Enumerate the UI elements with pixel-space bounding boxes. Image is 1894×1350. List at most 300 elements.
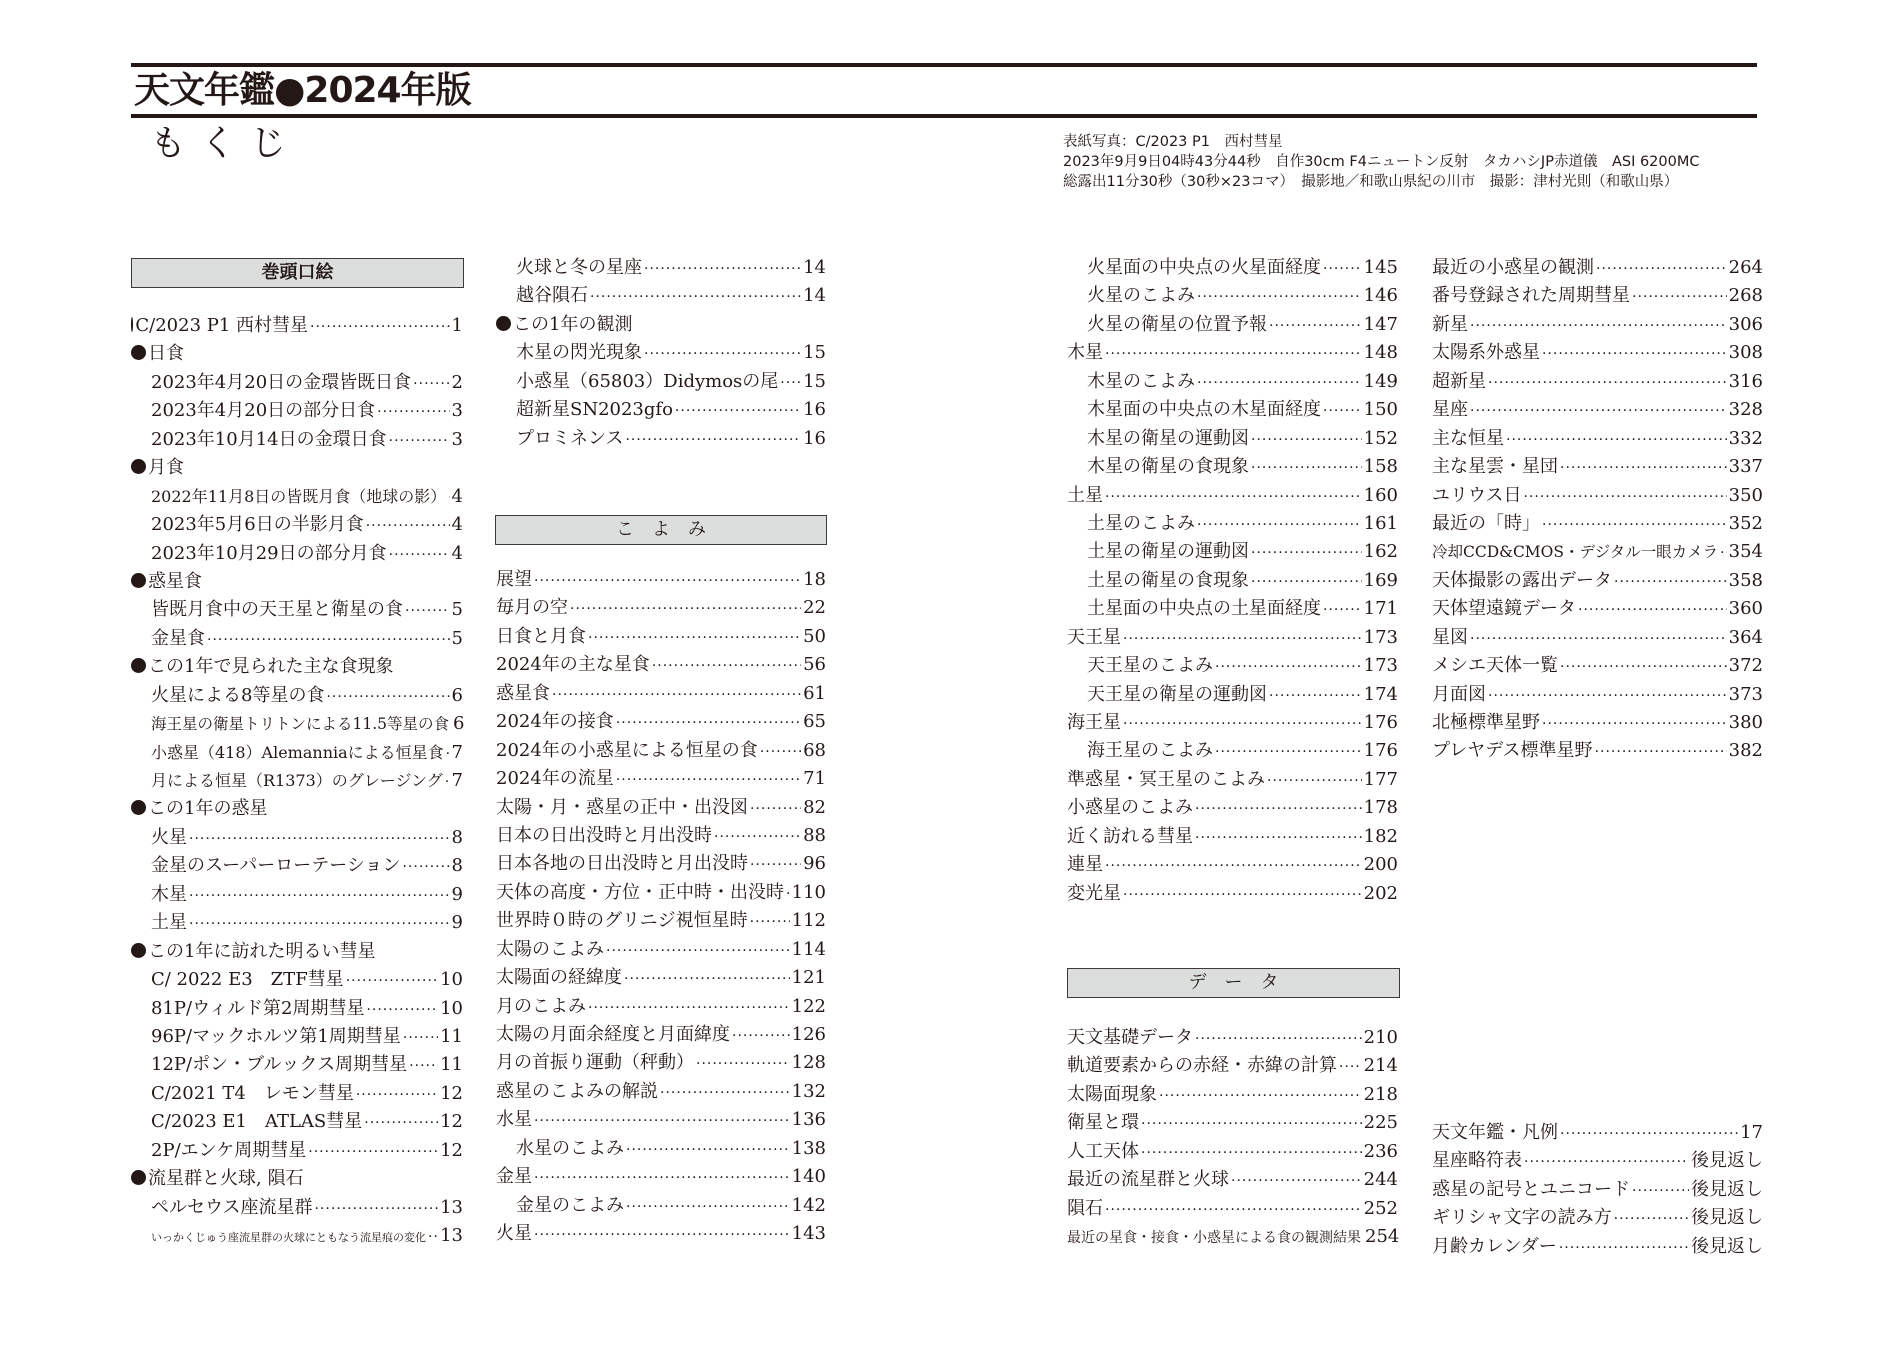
toc-entry-title xyxy=(131,682,324,710)
toc-entry[interactable] xyxy=(1067,396,1398,424)
toc-entry-title xyxy=(1067,567,1249,595)
toc-page-number: 176 xyxy=(1363,712,1398,733)
toc-entry-title xyxy=(1432,396,1468,424)
toc-entry[interactable] xyxy=(1067,425,1398,453)
toc-entry[interactable] xyxy=(496,708,826,736)
toc-entry[interactable] xyxy=(496,425,826,453)
toc-entry[interactable] xyxy=(1067,510,1398,538)
toc-entry-label: 96P/マックホルツ第1周期彗星 xyxy=(151,1025,401,1047)
toc-entry-title xyxy=(1432,282,1630,310)
bullet-icon xyxy=(131,1170,146,1185)
toc-page-number: 22 xyxy=(803,597,826,619)
toc-entry-label: 番号登録された周期彗星 xyxy=(1432,285,1630,307)
cover-caption-line: 2023年9月9日04時43分44秒 自作30cm F4ニュートン反射 タカハシJP赤道儀 ASI 6200MC xyxy=(1063,154,1700,170)
toc-group-heading[interactable] xyxy=(131,454,463,482)
toc-entry-label: 太陽面現象 xyxy=(1067,1083,1157,1105)
toc-entry[interactable] xyxy=(131,1137,463,1165)
toc-entry-title xyxy=(496,1192,624,1220)
toc-entry-title xyxy=(1067,1138,1139,1166)
toc-entry[interactable] xyxy=(1067,737,1398,765)
toc-entry-label: 世界時０時のグリニジ視恒星時 xyxy=(496,910,748,932)
toc-entry[interactable] xyxy=(1067,652,1398,680)
toc-entry-title xyxy=(1067,339,1103,367)
toc-entry[interactable] xyxy=(1067,254,1398,282)
toc-page-number: 182 xyxy=(1363,825,1398,847)
toc-entry[interactable] xyxy=(1432,510,1763,538)
toc-entry[interactable] xyxy=(496,594,826,622)
toc-entry[interactable] xyxy=(1067,709,1398,737)
toc-entry-label: 準惑星・冥王星のこよみ xyxy=(1067,768,1265,790)
header-bottom-rule xyxy=(131,114,1757,118)
toc-page-number: 4 xyxy=(451,485,463,507)
toc-entry[interactable] xyxy=(1432,1176,1763,1204)
toc-entry[interactable] xyxy=(496,1049,826,1077)
toc-entry-label: 土星面の中央点の土星面経度 xyxy=(1087,598,1321,620)
dot-leader xyxy=(409,1052,438,1080)
toc-entry[interactable] xyxy=(496,1078,826,1106)
toc-page-number: 152 xyxy=(1363,427,1398,449)
toc-entry[interactable] xyxy=(1067,1138,1398,1166)
toc-entry-title xyxy=(131,625,205,653)
toc-entry[interactable] xyxy=(1432,1119,1763,1147)
toc-entry[interactable] xyxy=(1432,396,1763,424)
toc-entry[interactable] xyxy=(1432,624,1763,652)
dot-leader xyxy=(1339,1053,1362,1081)
toc-entry-label: 金星のこよみ xyxy=(516,1194,624,1216)
toc-entry-label: 金星 xyxy=(496,1166,532,1188)
toc-entry[interactable] xyxy=(131,1023,463,1051)
dot-leader xyxy=(1614,1205,1689,1233)
toc-page-number: 110 xyxy=(791,881,826,903)
toc-page-number: 50 xyxy=(803,625,826,647)
dot-leader xyxy=(1560,653,1727,681)
toc-page-number: 337 xyxy=(1728,456,1763,478)
toc-entry[interactable] xyxy=(131,540,463,568)
toc-entry-label: 天体望遠鏡データ xyxy=(1432,598,1576,620)
toc-page-number: 4 xyxy=(451,514,463,536)
toc-entry-label: 太陽面の経緯度 xyxy=(496,967,622,989)
toc-column-ephemeris-cont xyxy=(1067,254,1398,908)
toc-column-data xyxy=(1067,1024,1398,1252)
toc-entry-label: 惑星の記号とユニコード xyxy=(1432,1178,1630,1200)
toc-entry[interactable] xyxy=(1067,567,1398,595)
toc-page-number: 214 xyxy=(1363,1055,1398,1077)
dot-leader xyxy=(570,595,801,623)
toc-page-number: 16 xyxy=(803,399,826,421)
dot-leader xyxy=(626,1193,790,1221)
toc-entry[interactable] xyxy=(1067,1109,1398,1137)
toc-entry[interactable] xyxy=(131,625,463,653)
toc-entry-label: 天王星の衛星の運動図 xyxy=(1087,683,1267,705)
toc-entry[interactable] xyxy=(1432,453,1763,481)
toc-entry[interactable] xyxy=(496,879,826,907)
toc-entry[interactable] xyxy=(1432,339,1763,367)
toc-entry-label: 星座略符表 xyxy=(1432,1150,1522,1172)
toc-entry-label: 天体撮影の露出データ xyxy=(1432,569,1612,591)
toc-entry[interactable] xyxy=(1067,1081,1398,1109)
dot-leader xyxy=(448,484,449,512)
dot-leader xyxy=(1197,369,1362,397)
toc-column-data-cont xyxy=(1432,254,1763,766)
toc-entry-title xyxy=(496,1220,532,1248)
toc-entry-label: 小惑星のこよみ xyxy=(1067,797,1193,819)
toc-entry[interactable] xyxy=(496,822,826,850)
toc-entry-title xyxy=(131,540,387,568)
toc-entry[interactable] xyxy=(1432,254,1763,282)
toc-entry[interactable] xyxy=(1432,368,1763,396)
toc-entry[interactable] xyxy=(1067,880,1398,908)
toc-page-number: 173 xyxy=(1363,626,1398,648)
dot-leader xyxy=(428,1223,438,1251)
toc-entry[interactable] xyxy=(131,710,463,738)
toc-page-number: 150 xyxy=(1363,399,1398,421)
toc-entry[interactable] xyxy=(496,623,826,651)
toc-entry[interactable] xyxy=(496,993,826,1021)
toc-entry-label: 小惑星（65803）Didymosの尾 xyxy=(516,370,779,392)
dot-leader xyxy=(652,652,801,680)
toc-entry-label: 木星面の中央点の木星面経度 xyxy=(1087,399,1321,421)
toc-entry-label: 変光星 xyxy=(1067,882,1121,904)
toc-entry-title xyxy=(496,765,614,793)
toc-entry[interactable] xyxy=(131,596,463,624)
dot-leader xyxy=(625,426,801,454)
toc-entry[interactable] xyxy=(496,396,826,424)
toc-page-number: 12 xyxy=(440,1082,463,1104)
toc-entry-label: 火星のこよみ xyxy=(1087,285,1195,307)
toc-entry-title xyxy=(131,1051,407,1079)
dot-leader xyxy=(356,1081,438,1109)
toc-entry[interactable] xyxy=(131,511,463,539)
dot-leader xyxy=(1251,454,1362,482)
toc-entry-label: 毎月の空 xyxy=(496,597,568,619)
toc-entry[interactable] xyxy=(496,651,826,679)
toc-entry-label: 2024年の小惑星による恒星の食 xyxy=(496,739,758,761)
toc-entry[interactable] xyxy=(1432,595,1763,623)
toc-page-number: 112 xyxy=(791,910,826,932)
toc-entry-title xyxy=(1432,1176,1630,1204)
toc-entry[interactable] xyxy=(131,682,463,710)
dot-leader xyxy=(405,597,450,625)
toc-entry[interactable] xyxy=(1067,794,1398,822)
toc-page-number: 13 xyxy=(440,1196,463,1218)
toc-page-number: 372 xyxy=(1728,655,1763,677)
toc-entry[interactable] xyxy=(1067,311,1398,339)
toc-page-number: 264 xyxy=(1728,257,1763,278)
toc-page-number: 11 xyxy=(440,1054,463,1076)
toc-entry-label: 土星の衛星の運動図 xyxy=(1087,541,1249,563)
toc-entry[interactable] xyxy=(1432,425,1763,453)
toc-page-number: 114 xyxy=(791,938,826,960)
toc-page-number: 12 xyxy=(440,1139,463,1161)
dot-leader xyxy=(1578,596,1727,624)
toc-entry-label: C/ 2022 E3 ZTF彗星 xyxy=(151,969,344,991)
dot-leader xyxy=(1215,738,1362,766)
dot-leader xyxy=(644,340,801,368)
toc-entry[interactable] xyxy=(131,1222,463,1250)
toc-entry-title xyxy=(1432,1119,1558,1147)
toc-entry-label: 2024年の主な星食 xyxy=(496,654,650,676)
toc-page-number: 5 xyxy=(451,599,463,621)
dot-leader xyxy=(626,1136,790,1164)
toc-entry[interactable] xyxy=(131,909,463,937)
toc-entry[interactable] xyxy=(1067,538,1398,566)
toc-entry-title xyxy=(1432,567,1612,595)
toc-entry[interactable] xyxy=(1067,766,1398,794)
toc-entry[interactable] xyxy=(131,1051,463,1079)
toc-page-number: 268 xyxy=(1728,285,1763,307)
dot-leader xyxy=(534,1164,790,1192)
dot-leader xyxy=(189,882,450,910)
toc-entry[interactable] xyxy=(1067,368,1398,396)
toc-entry[interactable] xyxy=(1432,1233,1763,1261)
bullet-icon xyxy=(131,345,146,360)
book-title: 天文年鑑●2024年版 xyxy=(134,70,471,111)
toc-page-number: 68 xyxy=(803,739,826,761)
dot-leader xyxy=(1323,596,1362,624)
toc-entry-title xyxy=(496,1106,532,1134)
toc-page-number: 149 xyxy=(1363,370,1398,392)
toc-page-number: 11 xyxy=(440,1025,463,1047)
toc-entry-label: 流星群と火球, 隕石 xyxy=(148,1168,304,1190)
toc-page-number: 169 xyxy=(1363,569,1398,591)
toc-entry[interactable] xyxy=(1067,823,1398,851)
toc-page-number: 6 xyxy=(453,713,465,735)
toc-entry[interactable] xyxy=(496,1220,826,1248)
toc-page-number: 82 xyxy=(803,796,826,818)
toc-entry-label: ユリウス日 xyxy=(1432,484,1522,506)
toc-entry[interactable] xyxy=(131,1080,463,1108)
toc-page-number: 148 xyxy=(1363,342,1398,364)
toc-entry-title xyxy=(1432,538,1718,566)
toc-page-number: 3 xyxy=(451,400,463,422)
toc-entry[interactable] xyxy=(1067,339,1398,367)
toc-entry-label: 最近の星食・接食・小惑星による食の観測結果 xyxy=(1067,1230,1361,1247)
dot-leader xyxy=(1470,397,1727,425)
toc-entry-label: 2023年10月29日の部分月食 xyxy=(151,542,387,564)
dot-leader xyxy=(1251,426,1362,454)
toc-entry[interactable] xyxy=(496,282,826,310)
dot-leader xyxy=(1614,568,1727,596)
dot-leader xyxy=(588,994,790,1022)
toc-entry-title xyxy=(131,511,364,539)
dot-leader xyxy=(446,740,450,768)
toc-entry-label: 2022年11月8日の皆既月食（地球の影） xyxy=(151,486,447,506)
toc-page-number: 後見返し xyxy=(1691,1207,1763,1229)
toc-page-number: 200 xyxy=(1363,854,1398,876)
toc-entry[interactable] xyxy=(496,254,826,282)
toc-entry[interactable] xyxy=(1067,1195,1398,1223)
dot-leader xyxy=(750,908,790,936)
toc-page-number: 142 xyxy=(791,1194,826,1216)
toc-entry-label: 惑星食 xyxy=(496,682,550,704)
toc-entry-title xyxy=(1067,880,1121,908)
toc-entry-title xyxy=(496,879,784,907)
toc-entry[interactable] xyxy=(1067,1166,1398,1194)
toc-page-number: 160 xyxy=(1363,484,1398,506)
toc-entry[interactable] xyxy=(1432,652,1763,680)
dot-leader xyxy=(534,567,801,595)
toc-entry[interactable] xyxy=(131,397,463,425)
toc-group-heading[interactable] xyxy=(131,795,463,823)
bullet-icon xyxy=(131,317,133,332)
toc-page-number: 18 xyxy=(803,569,826,590)
dot-leader xyxy=(310,313,450,341)
toc-entry-title xyxy=(496,964,622,992)
toc-page-number: 380 xyxy=(1728,712,1763,733)
toc-entry[interactable] xyxy=(1432,567,1763,595)
toc-group-heading[interactable] xyxy=(131,653,463,681)
toc-entry-title xyxy=(496,651,650,679)
toc-entry[interactable] xyxy=(496,737,826,765)
dot-leader xyxy=(403,1024,438,1052)
toc-entry[interactable] xyxy=(1067,1052,1398,1080)
toc-entry-title xyxy=(496,368,778,396)
toc-entry-title xyxy=(131,1194,312,1222)
toc-entry-label: 日食と月食 xyxy=(496,625,586,647)
toc-entry[interactable] xyxy=(1067,1223,1398,1251)
toc-entry[interactable] xyxy=(496,794,826,822)
toc-entry[interactable] xyxy=(496,368,826,396)
cover-caption-line: 表紙写真：C/2023 P1 西村彗星 xyxy=(1063,134,1283,150)
dot-leader xyxy=(366,512,450,540)
toc-entry[interactable] xyxy=(1432,709,1763,737)
toc-entry[interactable] xyxy=(131,483,463,511)
toc-entry[interactable] xyxy=(1067,624,1398,652)
toc-entry-label: プロミネンス xyxy=(516,427,624,449)
dot-leader xyxy=(534,1221,790,1249)
toc-entry-title xyxy=(1432,1233,1557,1261)
dot-leader xyxy=(696,1050,790,1078)
toc-entry[interactable] xyxy=(131,767,463,795)
toc-entry[interactable] xyxy=(1432,737,1763,765)
toc-entry[interactable] xyxy=(496,850,826,878)
dot-leader xyxy=(189,825,450,853)
toc-entry-label: 太陽のこよみ xyxy=(496,938,604,960)
toc-entry[interactable] xyxy=(131,995,463,1023)
toc-entry[interactable] xyxy=(1067,282,1398,310)
toc-entry[interactable] xyxy=(1432,282,1763,310)
dot-leader xyxy=(1195,795,1362,823)
toc-entry-label: 小惑星（418）Alemanniaによる恒星食 xyxy=(151,742,444,762)
toc-group-heading[interactable] xyxy=(131,312,463,340)
toc-entry[interactable] xyxy=(496,1192,826,1220)
toc-entry[interactable] xyxy=(496,566,826,594)
toc-entry[interactable] xyxy=(1067,681,1398,709)
toc-entry[interactable] xyxy=(131,852,463,880)
toc-entry-label: ペルセウス座流星群 xyxy=(151,1196,313,1218)
dot-leader xyxy=(588,624,801,652)
toc-entry[interactable] xyxy=(1432,1147,1763,1175)
toc-entry-label: 新星 xyxy=(1432,313,1468,335)
toc-page-number: 225 xyxy=(1363,1112,1398,1134)
toc-entry[interactable] xyxy=(496,1106,826,1134)
toc-page-number: 174 xyxy=(1363,683,1398,705)
dot-leader xyxy=(714,823,801,851)
dot-leader xyxy=(1542,511,1727,539)
toc-entry[interactable] xyxy=(1432,538,1763,566)
toc-entry-title xyxy=(1432,453,1558,481)
toc-entry[interactable] xyxy=(131,881,463,909)
toc-page-number: 171 xyxy=(1363,598,1398,620)
toc-entry[interactable] xyxy=(131,1194,463,1222)
toc-group-heading[interactable] xyxy=(131,340,463,368)
toc-page-number: 8 xyxy=(451,826,463,848)
toc-group-heading[interactable] xyxy=(496,311,826,339)
toc-entry-title xyxy=(148,795,267,823)
toc-entry[interactable] xyxy=(1067,453,1398,481)
dot-leader xyxy=(377,398,449,426)
dot-leader xyxy=(1323,255,1362,283)
toc-entry[interactable] xyxy=(1067,595,1398,623)
toc-column-frontispiece-cont xyxy=(496,254,826,453)
toc-entry-label: 月の首振り運動（秤動） xyxy=(496,1052,694,1074)
dot-leader xyxy=(1542,340,1727,368)
toc-entry-label: 天王星 xyxy=(1067,626,1121,648)
toc-entry[interactable] xyxy=(1067,1024,1398,1052)
toc-group-heading[interactable] xyxy=(131,1165,463,1193)
toc-group-heading[interactable] xyxy=(131,568,463,596)
dot-leader xyxy=(189,910,450,938)
toc-page-number: 7 xyxy=(451,770,463,791)
toc-entry[interactable] xyxy=(131,824,463,852)
toc-page-number: 360 xyxy=(1728,598,1763,620)
toc-entry-title xyxy=(1067,851,1103,879)
toc-entry[interactable] xyxy=(496,1021,826,1049)
toc-entry[interactable] xyxy=(496,936,826,964)
toc-entry[interactable] xyxy=(1067,482,1398,510)
dot-leader xyxy=(1141,1110,1362,1138)
dot-leader xyxy=(1105,340,1362,368)
toc-entry-label: C/2023 E1 ATLAS彗星 xyxy=(151,1111,363,1133)
toc-entry[interactable] xyxy=(131,426,463,454)
toc-entry[interactable] xyxy=(1432,681,1763,709)
toc-entry[interactable] xyxy=(496,680,826,708)
toc-entry-title xyxy=(1067,425,1249,453)
toc-entry[interactable] xyxy=(1432,482,1763,510)
toc-entry[interactable] xyxy=(131,1108,463,1136)
toc-page-number: 145 xyxy=(1363,257,1398,278)
toc-entry-label: 火球と冬の星座 xyxy=(516,257,642,278)
toc-entry-title xyxy=(496,623,586,651)
toc-entry-label: 人工天体 xyxy=(1067,1140,1139,1162)
toc-entry[interactable] xyxy=(131,369,463,397)
toc-entry[interactable] xyxy=(496,907,826,935)
toc-entry[interactable] xyxy=(496,765,826,793)
toc-page-number: 178 xyxy=(1363,797,1398,819)
toc-entry-title xyxy=(1067,737,1213,765)
toc-entry[interactable] xyxy=(496,1135,826,1163)
toc-entry[interactable] xyxy=(1432,311,1763,339)
toc-group-heading[interactable] xyxy=(131,938,463,966)
toc-entry-label: 火星 xyxy=(151,826,187,848)
toc-entry-title xyxy=(1432,510,1540,538)
toc-entry[interactable] xyxy=(131,966,463,994)
toc-entry-title xyxy=(1067,1224,1361,1252)
toc-entry-title xyxy=(496,1021,730,1049)
dot-leader xyxy=(1542,710,1727,738)
toc-entry[interactable] xyxy=(1432,1204,1763,1232)
dot-leader xyxy=(750,795,801,823)
bullet-icon xyxy=(131,658,146,673)
dot-leader xyxy=(644,255,801,283)
toc-entry[interactable] xyxy=(1067,851,1398,879)
toc-entry-title xyxy=(135,312,308,340)
toc-entry[interactable] xyxy=(496,1163,826,1191)
toc-entry[interactable] xyxy=(496,964,826,992)
toc-page-number: 177 xyxy=(1363,768,1398,790)
toc-entry[interactable] xyxy=(131,739,463,767)
toc-entry[interactable] xyxy=(496,339,826,367)
